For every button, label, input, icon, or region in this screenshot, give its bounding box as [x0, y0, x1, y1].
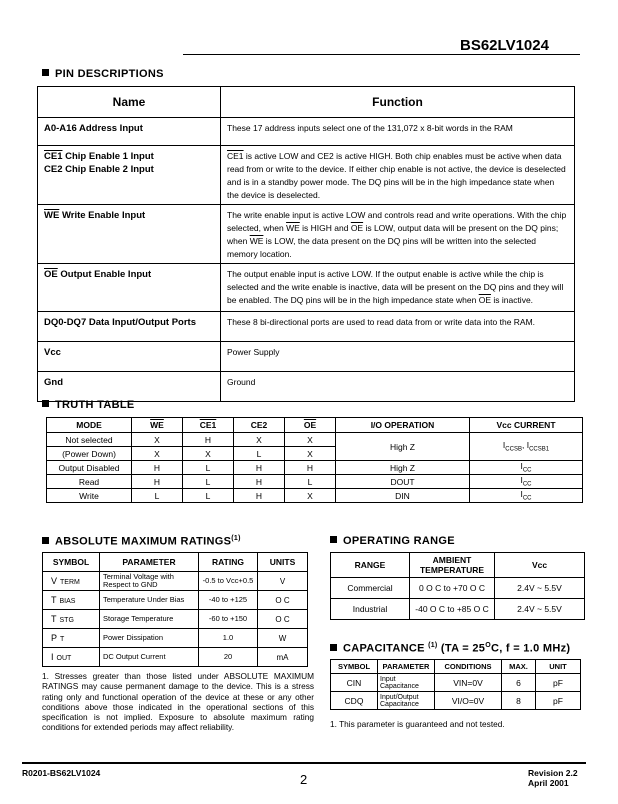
pin-function-cell: [221, 205, 575, 264]
vcc-subscript: CCSB: [505, 446, 522, 453]
cap-max: 8: [502, 692, 536, 710]
abs-rating: 20: [199, 648, 258, 667]
op-col-vcc: Vcc: [495, 553, 585, 578]
abs-units: O C: [258, 591, 308, 610]
truth-oe: X: [285, 447, 336, 461]
op-vcc: 2.4V ~ 5.5V: [495, 599, 585, 620]
cap-col-max: MAX.: [502, 660, 536, 674]
pin-name: Chip Enable 1 Input: [62, 151, 154, 162]
overline-signal: $\overline{OE}$: [350, 223, 364, 233]
symbol-sub: STG: [59, 617, 74, 624]
pin-name: Output Enable Input: [57, 269, 152, 280]
truth-oe: H: [285, 461, 336, 475]
truth-we: X: [132, 433, 183, 447]
pin-name-cell: [38, 118, 221, 146]
truth-vcc: [470, 433, 583, 461]
pin-name-cell: [38, 372, 221, 402]
function-text: Ground: [227, 377, 256, 387]
truth-vcc: [470, 461, 583, 475]
truth-io: High Z: [336, 433, 470, 461]
pin-name-cell: [38, 312, 221, 342]
truth-col-mode: MODE: [47, 418, 132, 433]
pin-row: [38, 372, 575, 402]
abs-col-parameter: PARAMETER: [100, 553, 199, 572]
abs-units: mA: [258, 648, 308, 667]
symbol-sub: BIAS: [59, 598, 76, 605]
truth-mode: Output Disabled: [47, 461, 132, 475]
truth-ce2: H: [234, 489, 285, 503]
abs-parameter: Temperature Under Bias: [100, 591, 199, 610]
vcc-symbol: I: [520, 489, 523, 500]
cap-unit: pF: [536, 674, 581, 692]
pin-row: [38, 205, 575, 264]
pin-function-cell: [221, 146, 575, 205]
function-text: The write enable input is active LOW and controls read and write operations. With the chip selected, when: [227, 210, 567, 233]
vcc-subscript: CC: [522, 481, 532, 488]
op-temp: 0 O C to +70 O C: [410, 578, 495, 599]
pin-table: [37, 86, 575, 402]
truth-table: [46, 417, 583, 503]
footer-page-number: 2: [300, 772, 308, 787]
truth-mode: (Power Down): [47, 447, 132, 461]
abs-units: O C: [258, 610, 308, 629]
vcc-subscript: CC: [522, 467, 532, 474]
op-col-temp: AMBIENT TEMPERATURE: [410, 553, 495, 578]
abs-symbol: [43, 572, 100, 591]
symbol-main: T: [51, 595, 57, 605]
symbol-sub: T: [60, 636, 65, 643]
abs-col-symbol: SYMBOL: [43, 553, 100, 572]
abs-units: W: [258, 629, 308, 648]
abs-parameter: Terminal Voltage with Respect to GND: [100, 572, 199, 591]
op-range: Industrial: [331, 599, 410, 620]
cap-col-conditions: CONDITIONS: [435, 660, 502, 674]
function-text: These 8 bi-directional ports are used to read data from or write data into the RAM.: [227, 317, 536, 327]
pin-name: Write Enable Input: [59, 210, 146, 221]
pin-section-title: PIN DESCRIPTIONS: [42, 68, 164, 80]
truth-row: [47, 475, 583, 489]
truth-oe: L: [285, 475, 336, 489]
truth-mode: Write: [47, 489, 132, 503]
abs-table: [42, 552, 308, 667]
truth-io: DIN: [336, 489, 470, 503]
truth-ce1: L: [183, 475, 234, 489]
truth-row: [47, 433, 583, 447]
symbol-main: I: [51, 652, 54, 662]
pin-function-cell: [221, 372, 575, 402]
abs-symbol: [43, 648, 100, 667]
op-col-range: RANGE: [331, 553, 410, 578]
truth-ce2: H: [234, 475, 285, 489]
truth-col-oe: $\overline{OE}$: [285, 418, 336, 433]
abs-units: V: [258, 572, 308, 591]
op-range: Commercial: [331, 578, 410, 599]
abs-col-units: UNITS: [258, 553, 308, 572]
cap-conditions: VI/O=0V: [435, 692, 502, 710]
symbol-main: P: [51, 633, 58, 643]
cap-symbol: CDQ: [331, 692, 378, 710]
truth-col-io: I/O OPERATION: [336, 418, 470, 433]
cap-table: [330, 659, 581, 710]
truth-oe: X: [285, 433, 336, 447]
truth-mode: Not selected: [47, 433, 132, 447]
footer-rule: [22, 762, 586, 764]
truth-vcc: [470, 489, 583, 503]
cap-unit: pF: [536, 692, 581, 710]
abs-parameter: Power Dissipation: [100, 629, 199, 648]
truth-ce2: X: [234, 433, 285, 447]
abs-parameter: DC Output Current: [100, 648, 199, 667]
cap-row: [331, 674, 581, 692]
abs-symbol: [43, 629, 100, 648]
overline-signal: $\overline{WE}$: [249, 236, 264, 246]
pin-col-function: Function: [221, 87, 575, 118]
truth-row: [47, 489, 583, 503]
square-bullet-icon: [330, 644, 337, 651]
truth-vcc: [470, 475, 583, 489]
truth-col-we: $\overline{WE}$: [132, 418, 183, 433]
vcc-symbol: I: [520, 461, 523, 472]
cap-col-unit: UNIT: [536, 660, 581, 674]
pin-name-cell: [38, 342, 221, 372]
function-text: These 17 address inputs select one of the 131,072 x 8-bit words in the RAM: [227, 123, 513, 133]
pin-col-name: Name: [38, 87, 221, 118]
overline-signal: CE1: [227, 151, 244, 161]
pin-row: [38, 264, 575, 312]
pin-name: Gnd: [44, 377, 63, 388]
function-text: is inactive.: [490, 295, 534, 305]
abs-rating: -60 to +150: [199, 610, 258, 629]
cap-conditions: VIN=0V: [435, 674, 502, 692]
abs-parameter: Storage Temperature: [100, 610, 199, 629]
abs-row: [43, 610, 308, 629]
vcc-symbol: I: [520, 475, 523, 486]
vcc-symbol-2: , I: [521, 440, 530, 451]
truth-we: H: [132, 461, 183, 475]
op-table: [330, 552, 585, 620]
cap-symbol: CIN: [331, 674, 378, 692]
abs-row: [43, 572, 308, 591]
footer-date: April 2001: [528, 778, 569, 788]
pin-name-overline: CE1: [44, 151, 63, 162]
pin-name: DQ0-DQ7 Data Input/Output Ports: [44, 317, 196, 328]
symbol-sub: TERM: [60, 579, 80, 586]
pin-name: A0-A16 Address Input: [44, 123, 143, 134]
abs-rating: -0.5 to Vcc+0.5: [199, 572, 258, 591]
truth-ce2: H: [234, 461, 285, 475]
abs-row: [43, 591, 308, 610]
square-bullet-icon: [42, 400, 49, 407]
pin-function-cell: [221, 118, 575, 146]
square-bullet-icon: [42, 69, 49, 76]
abs-rating: -40 to +125: [199, 591, 258, 610]
cap-row: [331, 692, 581, 710]
truth-ce1: H: [183, 433, 234, 447]
pin-name-overline: $\overline{OE}$: [44, 269, 58, 280]
function-text: is LOW, output data will be present on the DQ pins; when: [227, 223, 559, 246]
cap-col-parameter: PARAMETER: [378, 660, 435, 674]
truth-io: High Z: [336, 461, 470, 475]
pin-function-cell: [221, 264, 575, 312]
cap-note: 1. This parameter is guaranteed and not tested.: [330, 719, 505, 729]
truth-col-ce1: CE1: [183, 418, 234, 433]
op-row: [331, 599, 585, 620]
abs-rating: 1.0: [199, 629, 258, 648]
truth-io: DOUT: [336, 475, 470, 489]
truth-col-ce2: CE2: [234, 418, 285, 433]
pin-name-overline: $\overline{WE}$: [44, 210, 60, 221]
pin-name-cell: [38, 205, 221, 264]
symbol-main: T: [51, 614, 57, 624]
abs-section-title: ABSOLUTE MAXIMUM RATINGS$^{(1)}$: [42, 535, 241, 548]
truth-oe: X: [285, 489, 336, 503]
function-text: is LOW, the data present on the DQ pins will be written into the selected memory location.: [227, 236, 537, 259]
truth-ce1: L: [183, 461, 234, 475]
function-text: The output enable input is active LOW. If the output enable is active while the chip is selected and the write enable is inactive, data will be present on the DQ pins and they will be enabled. The DQ pins will be in the high impedance state when: [227, 269, 564, 305]
function-text: is HIGH and: [299, 223, 351, 233]
function-text: Power Supply: [227, 347, 280, 357]
abs-row: [43, 629, 308, 648]
header-rule: [183, 54, 580, 55]
truth-ce2: L: [234, 447, 285, 461]
vcc-symbol: I: [502, 440, 506, 451]
pin-function-cell: [221, 312, 575, 342]
pin-function-cell: [221, 342, 575, 372]
pin-row: [38, 118, 575, 146]
pin-name: Vcc: [44, 347, 61, 358]
pin-row: [38, 342, 575, 372]
op-row: [331, 578, 585, 599]
truth-row: [47, 461, 583, 475]
symbol-main: V: [51, 576, 58, 586]
pin-row: [38, 312, 575, 342]
truth-ce1: L: [183, 489, 234, 503]
cap-section-title: CAPACITANCE $^{(1)}$ ($TA = 25^OC$, f = 1.0 MHz): [330, 642, 570, 655]
truth-we: H: [132, 475, 183, 489]
abs-row: [43, 648, 308, 667]
overline-signal: $\overline{OE}$: [478, 295, 491, 305]
abs-symbol: [43, 591, 100, 610]
overline-signal: $\overline{WE}$: [286, 223, 300, 233]
pin-name-cell: [38, 264, 221, 312]
truth-mode: Read: [47, 475, 132, 489]
cap-parameter: Input/Output Capacitance: [378, 692, 435, 710]
footer-doc-code: R0201-BS62LV1024: [22, 768, 101, 778]
function-text: is active LOW and CE2 is active HIGH. Both chip enables must be active when data read from or write to the device. If either chip enable is not active, the device is deselected and is in a standby power mode. The DQ pins will be in the high impedance state when the device is deselected.: [227, 151, 566, 200]
square-bullet-icon: [330, 536, 337, 543]
part-number: BS62LV1024: [460, 37, 549, 54]
footer-revision: Revision 2.2: [528, 768, 578, 778]
truth-we: L: [132, 489, 183, 503]
op-temp: -40 O C to +85 O C: [410, 599, 495, 620]
pin-row: [38, 146, 575, 205]
vcc-subscript: CC: [522, 495, 532, 502]
symbol-sub: OUT: [56, 655, 72, 662]
op-vcc: 2.4V ~ 5.5V: [495, 578, 585, 599]
vcc-subscript-2: CCSB1: [529, 446, 550, 453]
abs-note: 1. Stresses greater than those listed under ABSOLUTE MAXIMUM RATINGS may cause permanent damage to the device. This is a stress rating only and functional operation of the device at these or any other conditions above those indicated in the operational sections of this specification is not implied. Exposure to absolute maximum rating conditions for extended periods may affect reliability.: [42, 671, 314, 733]
op-section-title: OPERATING RANGE: [330, 535, 455, 547]
pin-name-2: CE2 Chip Enable 2 Input: [44, 164, 154, 175]
square-bullet-icon: [42, 537, 49, 544]
truth-col-vcc: Vcc CURRENT: [470, 418, 583, 433]
cap-col-symbol: SYMBOL: [331, 660, 378, 674]
cap-parameter: Input Capacitance: [378, 674, 435, 692]
abs-col-rating: RATING: [199, 553, 258, 572]
cap-max: 6: [502, 674, 536, 692]
pin-name-cell: [38, 146, 221, 205]
truth-section-title: TRUTH TABLE: [42, 399, 134, 411]
abs-symbol: [43, 610, 100, 629]
truth-we: X: [132, 447, 183, 461]
truth-ce1: X: [183, 447, 234, 461]
